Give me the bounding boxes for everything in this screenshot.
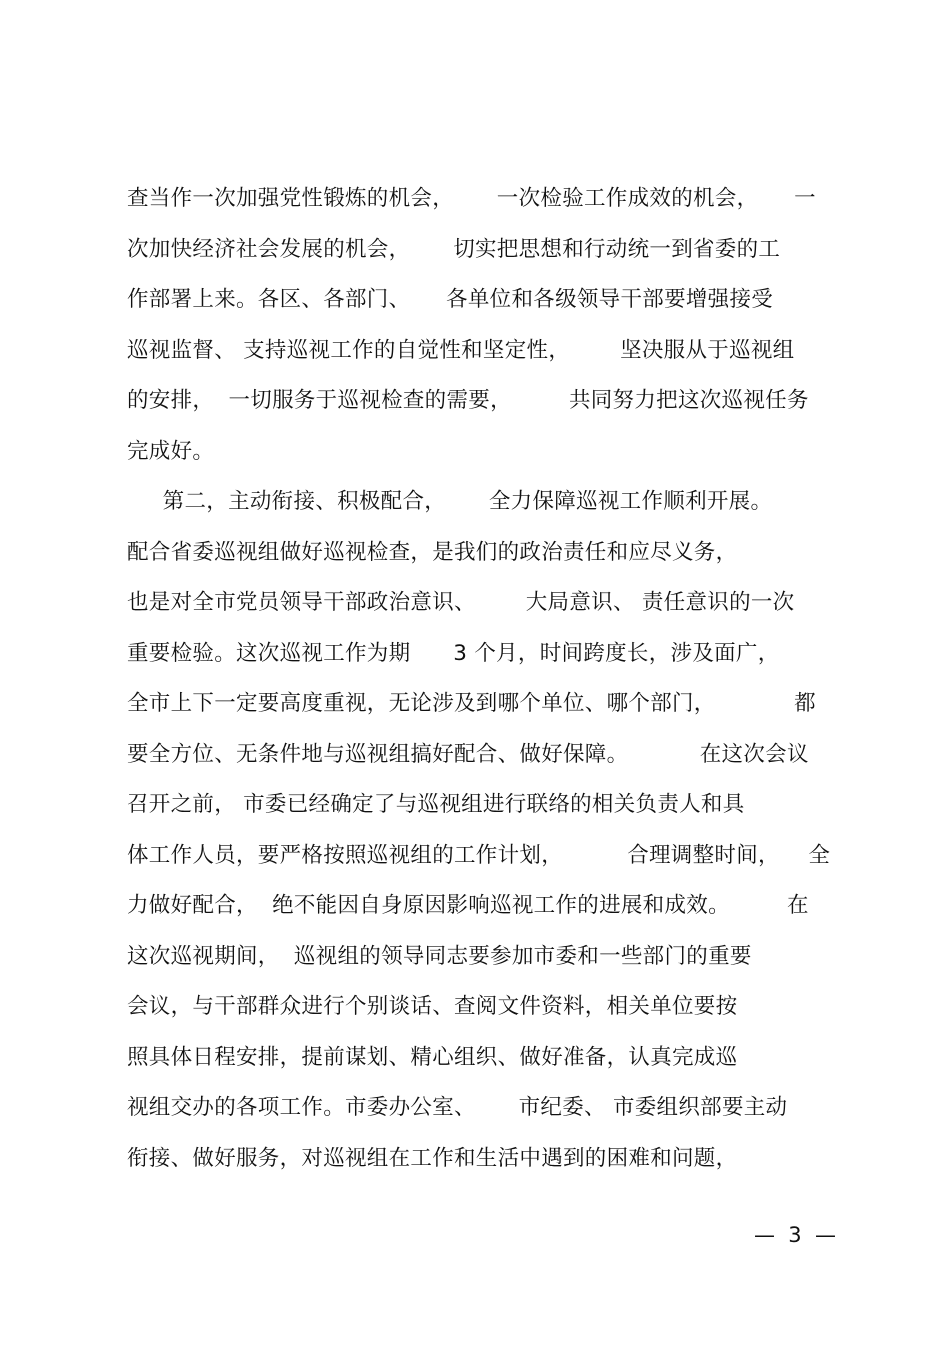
text-line: 体工作人员，要严格按照巡视组的工作计划， 合理调整时间， 全 [127, 842, 831, 868]
text-line: 全市上下一定要高度重视，无论涉及到哪个单位、哪个部门， 都 [127, 691, 816, 716]
text-line: 重要检验。这次巡视工作为期 3 个月，时间跨度长，涉及面广， [127, 640, 780, 666]
text-line: 的安排， 一切服务于巡视检查的需要， 共同努力把这次巡视任务 [127, 388, 809, 413]
text-line: 完成好。 [127, 438, 215, 464]
text-line: 照具体日程安排，提前谋划、精心组织、做好准备，认真完成巡 [127, 1044, 738, 1070]
text-line: 会议，与干部群众进行个别谈话、查阅文件资料，相关单位要按 [127, 994, 738, 1019]
text-line: 要全方位、无条件地与巡视组搞好配合、做好保障。 在这次会议 [127, 741, 809, 767]
text-line: 力做好配合， 绝不能因自身原因影响巡视工作的进展和成效。 在 [127, 893, 809, 918]
text-line: 查当作一次加强党性锻炼的机会， 一次检验工作成效的机会， 一 [127, 186, 816, 211]
text-line: 次加快经济社会发展的机会， 切实把思想和行动统一到省委的工 [127, 236, 781, 262]
text-line: 也是对全市党员领导干部政治意识、 大局意识、 责任意识的一次 [127, 590, 795, 615]
text-line: 召开之前， 市委已经确定了与巡视组进行联络的相关负责人和具 [127, 792, 745, 817]
text-line: 衔接、做好服务，对巡视组在工作和生活中遇到的困难和问题， [127, 1145, 738, 1171]
text-line: 第二，主动衔接、积极配合， 全力保障巡视工作顺利开展。 [127, 489, 773, 514]
body-text [127, 174, 837, 1184]
text-line: 配合省委巡视组做好巡视检查，是我们的政治责任和应尽义务， [127, 539, 738, 565]
text-line: 这次巡视期间， 巡视组的领导同志要参加市委和一些部门的重要 [127, 943, 752, 969]
page-number: — 3 — [753, 1223, 836, 1247]
text-line: 视组交办的各项工作。市委办公室、 市纪委、 市委组织部要主动 [127, 1095, 788, 1120]
text-line: 巡视监督、 支持巡视工作的自觉性和坚定性， 坚决服从于巡视组 [127, 337, 795, 363]
text-line: 作部署上来。各区、各部门、 各单位和各级领导干部要增强接受 [127, 287, 774, 312]
